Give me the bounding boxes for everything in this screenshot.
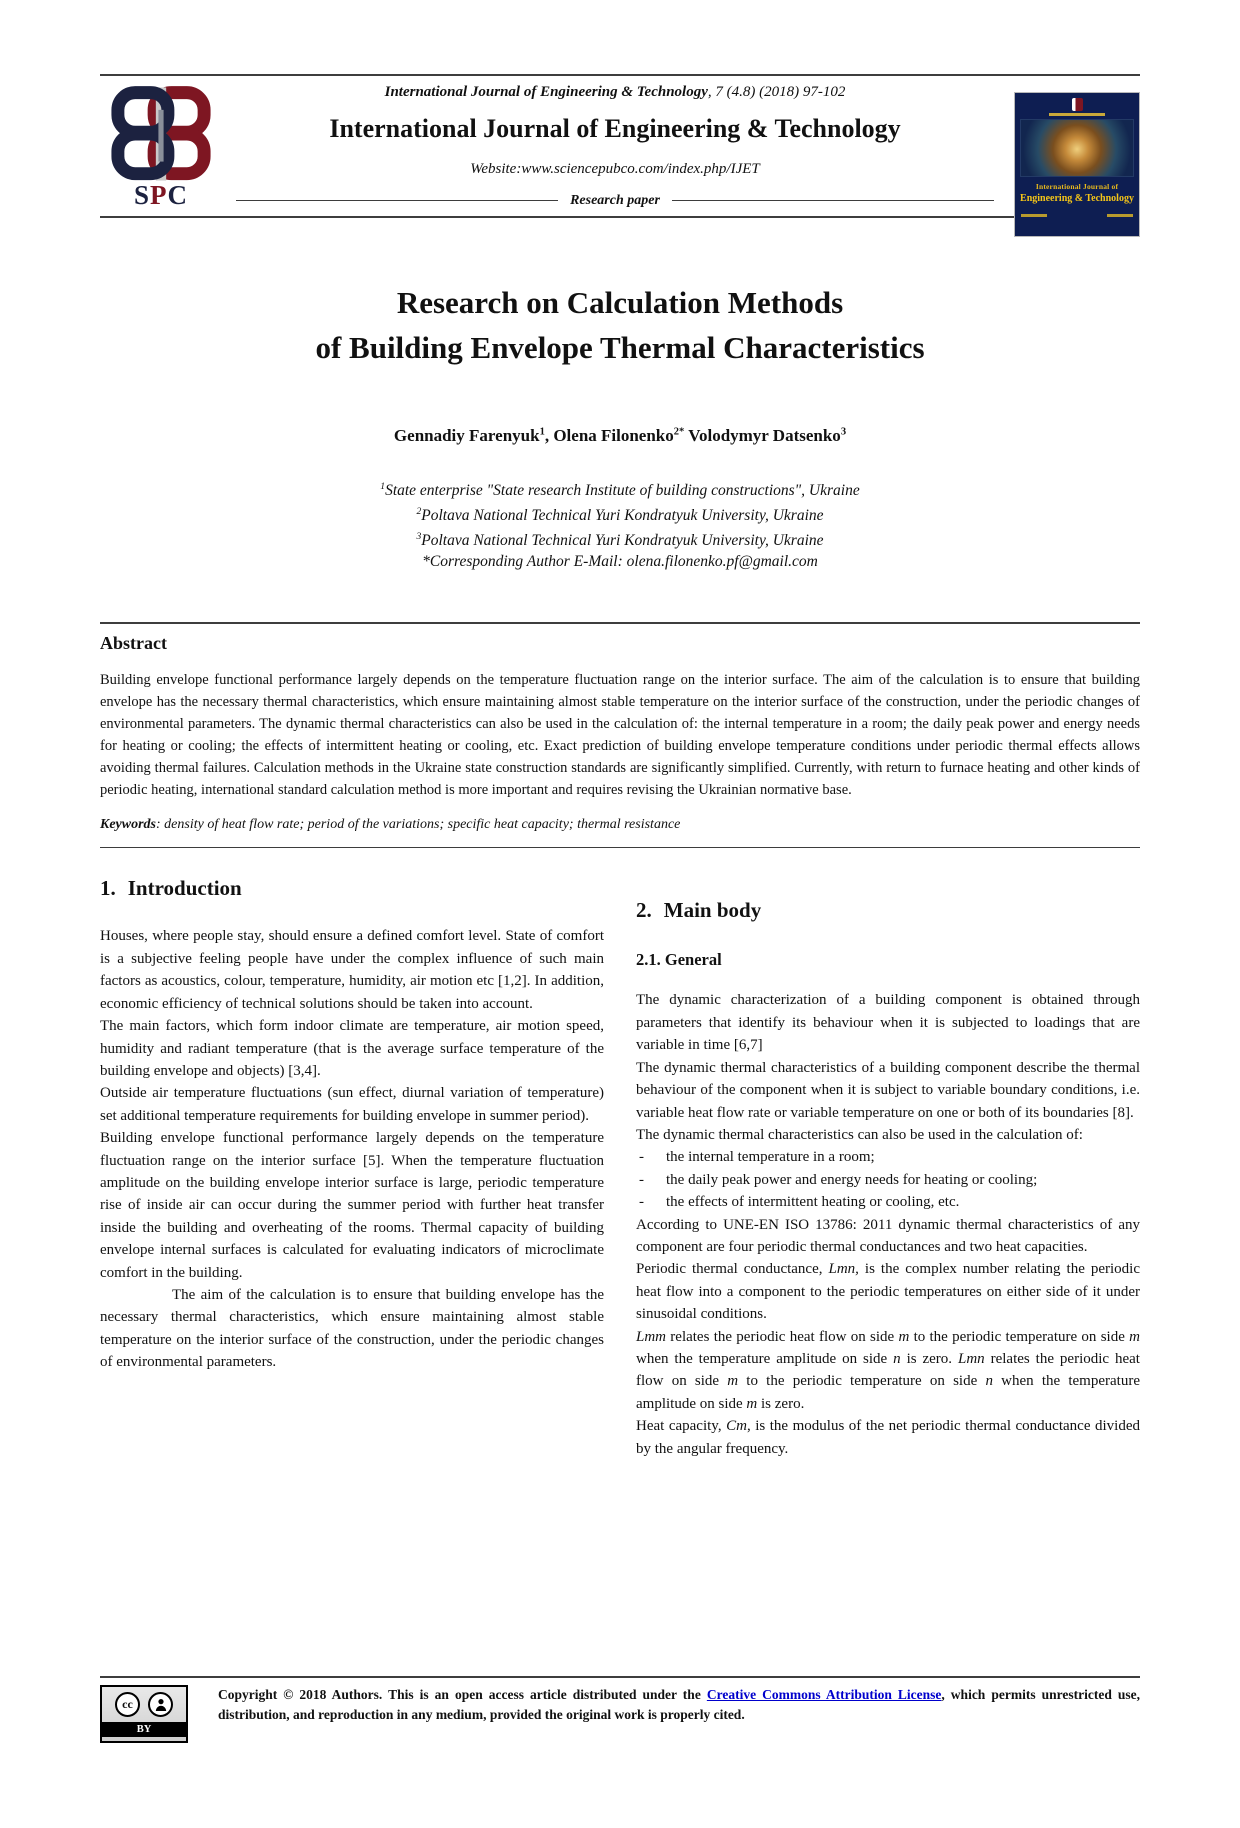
cover-mini-logo-icon	[1072, 98, 1083, 111]
abstract-heading: Abstract	[100, 633, 167, 654]
journal-website[interactable]: Website:www.sciencepubco.com/index.php/IJET	[470, 160, 760, 177]
paragraph: The main factors, which form indoor climate are temperature, air motion speed, humidity and radiant temperature (that is the average surface temperature of the building envelope and objects) [3,4].	[100, 1018, 604, 1079]
list-item: - the effects of intermittent heating or cooling, etc.	[636, 1191, 1140, 1213]
keywords-line	[100, 817, 1140, 833]
two-column-body	[100, 868, 1140, 1460]
paragraph: The dynamic thermal characteristics can also be used in the calculation of:	[636, 1126, 1083, 1143]
publisher-logo	[100, 82, 222, 216]
journal-header	[100, 76, 1140, 216]
cover-bottom-strip	[1015, 204, 1139, 217]
paragraph: The aim of the calculation is to ensure that building envelope has the necessary thermal characteristics, which ensure maintaining almost stable temperature on the interior surface of the construction, under the periodic changes of environmental parameters.	[100, 1286, 604, 1371]
corresponding-author[interactable]: *Corresponding Author E-Mail: olena.filonenko.pf@gmail.com	[422, 553, 818, 571]
abstract-top-rule	[100, 622, 1140, 624]
spc-logo-icon	[109, 84, 213, 184]
paragraph: Building envelope functional performance largely depends on the temperature fluctuation range on the interior surface [5]. When the temperature fluctuation amplitude on the building envelope interior surface is large, periodic temperature rise of inside air can occur during the summer period with further heat transfer inside the building and overheating of the rooms. Thermal capacity of building envelope internal surfaces is calculated for evaluating indicators of microclimate comfort in the building.	[100, 1130, 604, 1281]
affiliations	[100, 476, 1140, 572]
list-item: - the internal temperature in a room;	[636, 1146, 1140, 1168]
article-title: Research on Calculation Methods of Building Envelope Thermal Characteristics	[315, 285, 925, 365]
cc-badge-circles	[102, 1687, 186, 1717]
author-name: Volodymyr Datsenko$^3$	[688, 426, 847, 445]
subsection-heading-general: 2.1. General	[636, 950, 722, 970]
author-affiliation-mark: 3	[840, 426, 847, 438]
cover-journal-line-small: International Journal of	[1035, 182, 1119, 191]
attribution-person-icon	[148, 1692, 173, 1717]
author-affiliation-mark: 2*	[673, 426, 685, 438]
cc-icon: cc	[115, 1692, 140, 1717]
main-body-paragraphs	[636, 989, 1140, 1460]
paper-type-right-line	[672, 200, 994, 201]
author-affiliation-mark: 1	[539, 426, 545, 438]
introduction-paragraphs	[100, 925, 604, 1373]
paper-type-label: Research paper	[570, 192, 660, 208]
affiliation-list	[100, 476, 1140, 551]
journal-citation	[236, 84, 994, 101]
abstract-text: Building envelope functional performance largely depends on the temperature fluctuation range on the interior surface. The aim of the calculation is to ensure that building envelope has the necessary thermal characteristics, which ensure maintaining almost stable temperature on the interior surface of the construction, under the periodic changes of environmental parameters. The dynamic thermal characteristics can also be used in the calculation of: the internal temperature in a room; the daily peak power and energy needs for heating or cooling; the effects of intermittent heating or cooling, etc. Exact prediction of building envelope temperature conditions under periodic thermal effects allows avoiding thermal failures. Calculation methods in the Ukraine state construction standards are significantly simplified. Currently, with return to furnace heating and other kinds of periodic heating, international standard calculation method is more important and requires revising the Ukrainian normative base.	[100, 672, 1140, 799]
logo-text: SPC	[133, 180, 189, 210]
citation-issue: , 7 (4.8) (2018) 97-102	[707, 84, 846, 100]
left-column	[100, 868, 604, 1460]
affiliation-line: $^1$State enterprise "State research Institute of building constructions", Ukraine	[380, 481, 860, 500]
list-marker: -	[639, 1171, 644, 1188]
citation-journal-name: International Journal of Engineering & Technology	[384, 84, 708, 100]
section-heading-main-body: 2. Main body	[636, 898, 762, 923]
cover-mini-caption	[1049, 113, 1105, 116]
footer-inner	[100, 1678, 1140, 1743]
keywords-text: : density of heat flow rate; period of the variations; specific heat capacity; thermal resistance	[156, 817, 681, 833]
author-name: Olena Filonenko$^{2*}$	[553, 426, 685, 445]
keywords-label: Keywords	[100, 817, 156, 833]
paper-type-left-line	[236, 200, 558, 201]
cover-detector-image	[1020, 119, 1134, 177]
paper-type-row	[236, 193, 994, 209]
paper-page	[0, 74, 1240, 1735]
license-footer	[100, 1676, 1140, 1743]
list-marker: -	[639, 1149, 644, 1166]
list-marker: -	[639, 1194, 644, 1211]
paragraph: Houses, where people stay, should ensure a defined comfort level. State of comfort is a subjective feeling people have under the complex influence of such main factors as acoustics, colour, temperature, humidity, air motion etc [1,2]. In addition, economic efficiency of technical solutions should be taken into account.	[100, 928, 604, 1012]
page	[0, 74, 1240, 1828]
header-bottom-rule	[100, 216, 1140, 218]
paragraph: Lmm relates the periodic heat flow on side m to the periodic temperature on side m when the temperature amplitude on side n is zero. Lmn relates the periodic heat flow on side m to the periodic temperature on side n when the temperature amplitude on side m is zero.	[636, 1328, 1140, 1412]
list-item: - the daily peak power and energy needs for heating or cooling;	[636, 1169, 1140, 1191]
cover-journal-line-big: Engineering & Technology	[1020, 193, 1134, 204]
journal-cover-thumbnail	[1014, 92, 1140, 237]
paragraph: Periodic thermal conductance, Lmn, is the complex number relating the periodic heat flow into a component to the periodic temperatures on either side of it under sinusoidal conditions.	[636, 1261, 1140, 1323]
copyright-text: Copyright © 2018 Authors. This is an open access article distributed under the Creative Commons Attribution License, which permits unrestricted use, distribution, and reproduction in any medium, provided the original work is properly cited.	[218, 1687, 1140, 1722]
authors-line: Gennadiy Farenyuk$^1$, Olena Filonenko$^{2*}$ Volodymyr Datsenko$^3$	[393, 426, 847, 445]
paragraph: According to UNE-EN ISO 13786: 2011 dynamic thermal characteristics of any component are four periodic thermal conductances and two heat capacities.	[636, 1216, 1140, 1255]
paragraph: The dynamic thermal characteristics of a building component describe the thermal behaviour of the component when it is subject to variable boundary conditions, i.e. variable heat flow rate or variable temperature on one or both of its boundaries [8].	[636, 1059, 1140, 1121]
section-heading-introduction: 1. Introduction	[100, 876, 242, 901]
cc-license-link[interactable]: Creative Commons Attribution License	[706, 1687, 942, 1702]
affiliation-line: $^2$Poltava National Technical Yuri Kondratyuk University, Ukraine	[416, 506, 824, 525]
author-name: Gennadiy Farenyuk$^1$	[393, 426, 545, 445]
cc-by-badge[interactable]	[100, 1685, 188, 1743]
journal-title: International Journal of Engineering & Technology	[329, 114, 901, 143]
cover-cell	[1008, 82, 1140, 216]
header-center	[222, 82, 1008, 216]
affiliation-line: $^3$Poltava National Technical Yuri Kondratyuk University, Ukraine	[416, 531, 824, 550]
right-column	[636, 868, 1140, 1460]
paragraph: The dynamic characterization of a building component is obtained through parameters that identify its behaviour when it is subjected to loadings that are variable in time [6,7]	[636, 992, 1140, 1054]
paragraph: Outside air temperature fluctuations (sun effect, diurnal variation of temperature) set additional temperature requirements for building envelope in summer period).	[100, 1085, 604, 1124]
abstract-bottom-rule	[100, 847, 1140, 848]
paragraph: Heat capacity, Cm, is the modulus of the net periodic thermal conductance divided by the angular frequency.	[636, 1418, 1140, 1457]
cc-by-label: BY	[102, 1722, 186, 1737]
